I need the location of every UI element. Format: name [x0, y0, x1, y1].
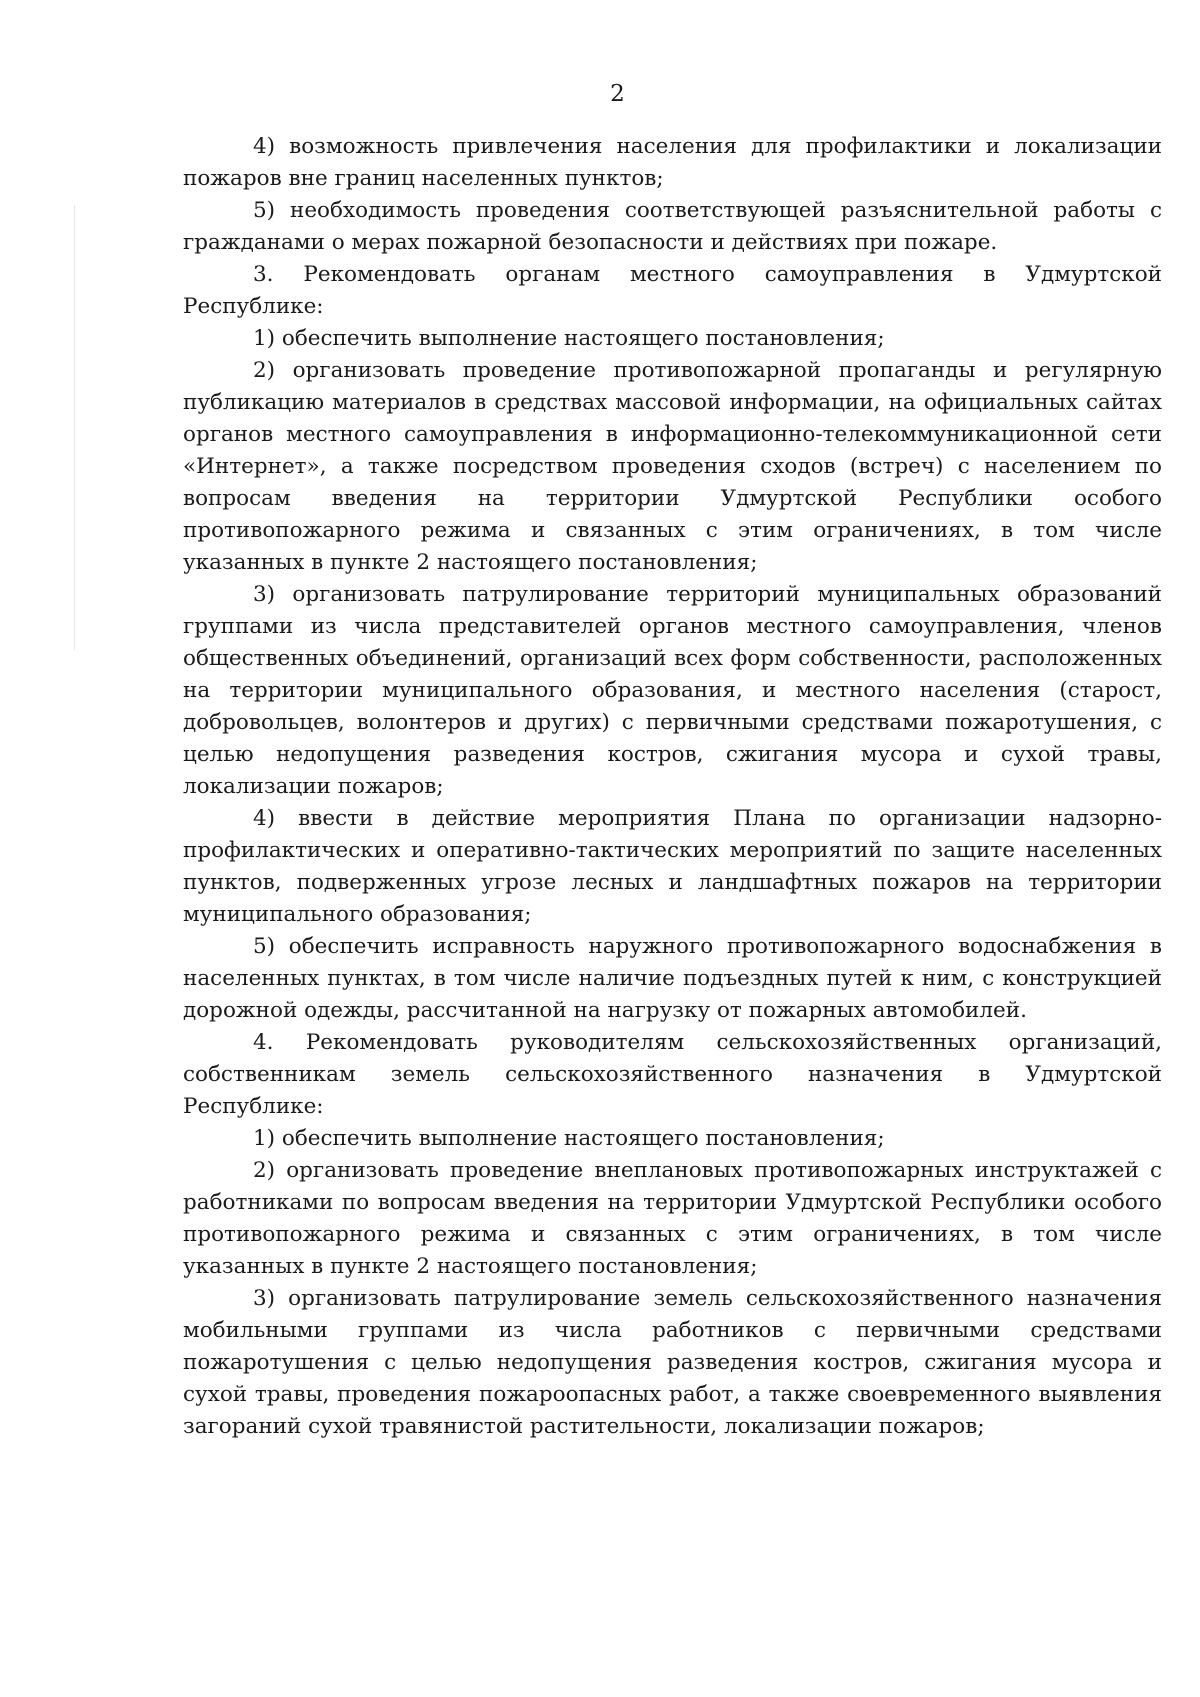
paragraph-item-4-population: 4) возможность привлечения населения для профилактики и локализации пожаров вне границ населенных пунктов; — [183, 134, 1162, 191]
scan-margin-line — [74, 205, 75, 650]
paragraph-section-4-item-1: 1) обеспечить выполнение настоящего постановления; — [253, 1126, 885, 1151]
paragraph-section-3-item-1: 1) обеспечить выполнение настоящего постановления; — [253, 326, 885, 351]
paragraph-item-5-explanatory-work: 5) необходимость проведения соответствующей разъяснительной работы с гражданами о мерах пожарной безопасности и действиях при пожаре. — [183, 198, 1162, 255]
document-body — [183, 131, 1162, 1443]
paragraph-section-3-item-2: 2) организовать проведение противопожарной пропаганды и регулярную публикацию материалов в средствах массовой информации, на официальных сайтах органов местного самоуправления в информационно-телекоммуникационной сети «Интернет», а также посредством проведения сходов (встреч) с населением по вопросам введения на территории Удмуртской Республики особого противопожарного режима и связанных с этим ограничениях, в том числе указанных в пункте 2 настоящего постановления; — [183, 358, 1162, 575]
paragraph-section-3-heading: 3. Рекомендовать органам местного самоуправления в Удмуртской Республике: — [183, 262, 1162, 319]
paragraph-section-4-item-3: 3) организовать патрулирование земель сельскохозяйственного назначения мобильными группами из числа работников с первичными средствами пожаротушения с целью недопущения разведения костров, сжигания мусора и сухой травы, проведения пожароопасных работ, а также своевременного выявления загораний сухой травянистой растительности, локализации пожаров; — [183, 1286, 1162, 1439]
paragraph-section-3-item-5: 5) обеспечить исправность наружного противопожарного водоснабжения в населенных пунктах, в том числе наличие подъездных путей к ним, с конструкцией дорожной одежды, рассчитанной на нагрузку от пожарных автомобилей. — [183, 934, 1162, 1023]
paragraph-section-3-item-4: 4) ввести в действие мероприятия Плана по организации надзорно-профилактических и оперативно-тактических мероприятий по защите населенных пунктов, подверженных угрозе лесных и ландшафтных пожаров на территории муниципального образования; — [183, 806, 1162, 927]
paragraph-section-4-heading: 4. Рекомендовать руководителям сельскохозяйственных организаций, собственникам земель сельскохозяйственного назначения в Удмуртской Республике: — [183, 1030, 1162, 1119]
page-number: 2 — [610, 81, 625, 107]
paragraph-section-3-item-3: 3) организовать патрулирование территорий муниципальных образований группами из числа представителей органов местного самоуправления, членов общественных объединений, организаций всех форм собственности, расположенных на территории муниципального образования, и местного населения (старост, добровольцев, волонтеров и других) с первичными средствами пожаротушения, с целью недопущения разведения костров, сжигания мусора и сухой травы, локализации пожаров; — [183, 582, 1162, 799]
paragraph-section-4-item-2: 2) организовать проведение внеплановых противопожарных инструктажей с работниками по вопросам введения на территории Удмуртской Республики особого противопожарного режима и связанных с этим ограничениях, в том числе указанных в пункте 2 настоящего постановления; — [183, 1158, 1162, 1279]
